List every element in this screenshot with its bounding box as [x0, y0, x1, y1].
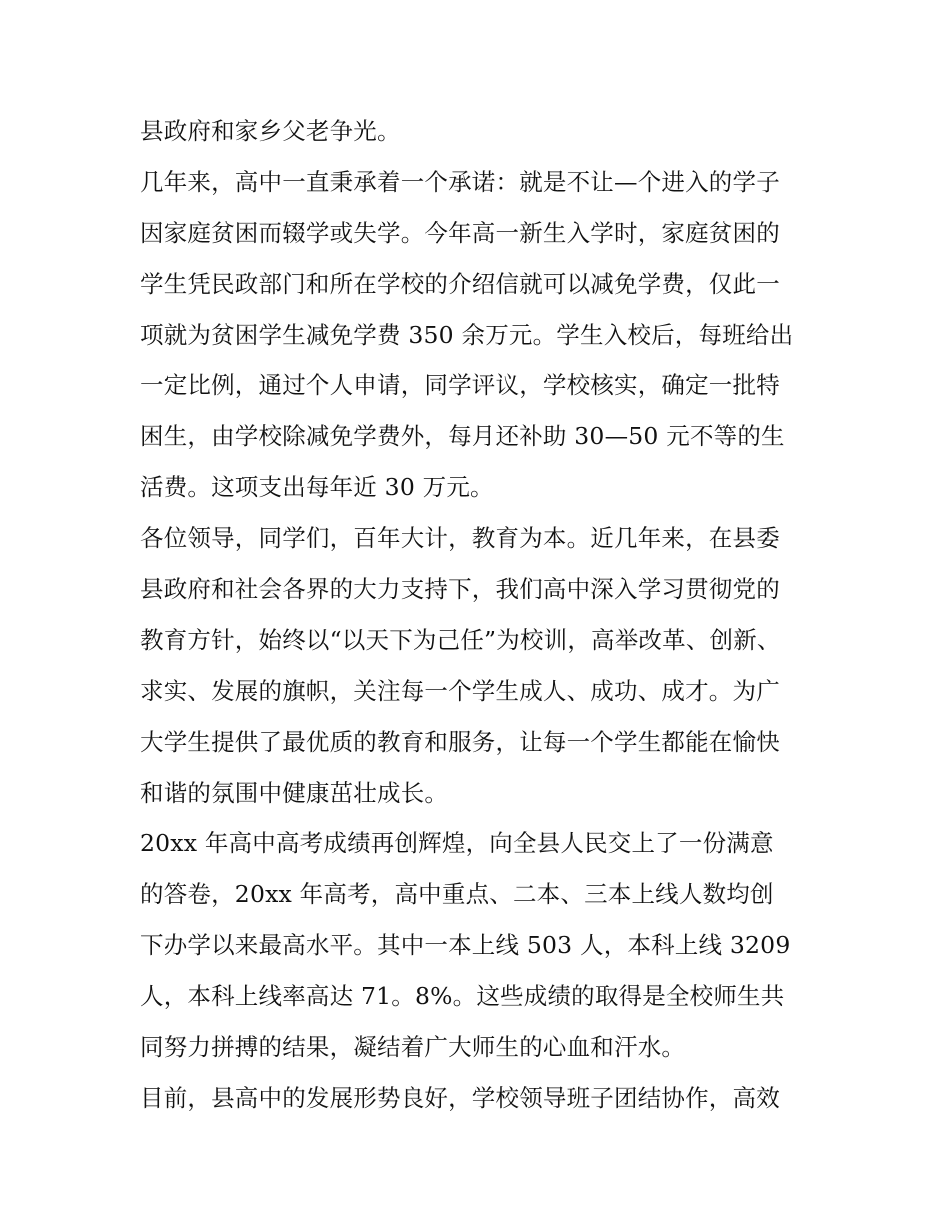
text-line: 和谐的氛围中健康茁壮成长。 — [140, 778, 449, 807]
text-line: 困生，由学校除减免学费外，每月还补助 30—50 元不等的生 — [140, 422, 785, 451]
text-line: 下办学以来最高水平。其中一本上线 503 人，本科上线 3209 — [140, 931, 791, 960]
text-line: 学生凭民政部门和所在学校的介绍信就可以减免学费，仅此一 — [140, 269, 780, 298]
text-line: 一定比例，通过个人申请，同学评议，学校核实，确定一批特 — [140, 371, 780, 400]
text-line: 各位领导，同学们，百年大计，教育为本。近几年来，在县委 — [140, 524, 780, 553]
text-line: 活费。这项支出每年近 30 万元。 — [140, 473, 494, 502]
text-line: 目前，县高中的发展形势良好，学校领导班子团结协作，高效 — [140, 1083, 780, 1112]
text-line: 项就为贫困学生减免学费 350 余万元。学生入校后，每班给出 — [140, 320, 794, 349]
text-line: 县政府和社会各界的大力支持下，我们高中深入学习贯彻党的 — [140, 575, 780, 604]
text-line: 20xx 年高中高考成绩再创辉煌，向全县人民交上了一份满意 — [140, 829, 774, 858]
text-line: 求实、发展的旗帜，关注每一个学生成人、成功、成才。为广 — [140, 676, 780, 705]
text-line: 人，本科上线率高达 71。8%。这些成绩的取得是全校师生共 — [140, 982, 785, 1011]
text-line: 因家庭贫困而辍学或失学。今年高一新生入学时，家庭贫困的 — [140, 218, 780, 247]
text-line: 几年来，高中一直秉承着一个承诺：就是不让—个进入的学子 — [140, 167, 780, 196]
document-body — [140, 106, 820, 1124]
text-line: 大学生提供了最优质的教育和服务，让每一个学生都能在愉快 — [140, 727, 780, 756]
text-line: 的答卷，20xx 年高考，高中重点、二本、三本上线人数均创 — [140, 880, 774, 909]
text-line: 县政府和家乡父老争光。 — [140, 117, 401, 145]
text-line: 同努力拼搏的结果，凝结着广大师生的心血和汗水。 — [140, 1033, 686, 1062]
text-line: 教育方针，始终以“以天下为己任”为校训，高举改革、创新、 — [140, 625, 781, 654]
